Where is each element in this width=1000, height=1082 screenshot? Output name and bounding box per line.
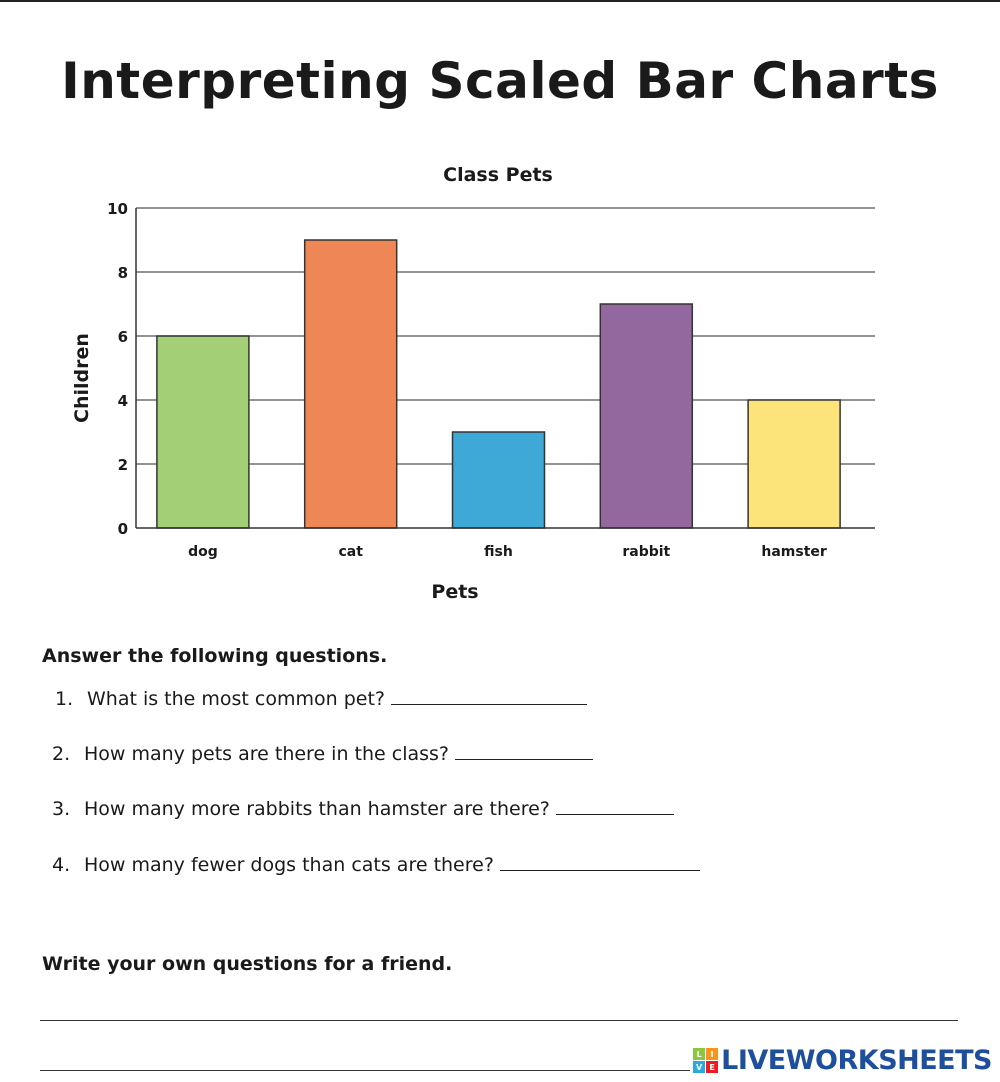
question-2 <box>52 743 593 765</box>
question-4 <box>52 854 700 876</box>
question-text: What is the most common pet? <box>87 688 385 710</box>
x-tick-label: dog <box>188 544 218 560</box>
bar-hamster <box>748 400 840 528</box>
x-tick-label: hamster <box>761 544 827 560</box>
writing-line-1[interactable] <box>40 1020 958 1021</box>
question-text: How many pets are there in the class? <box>84 743 450 765</box>
question-number: 2. <box>52 743 71 765</box>
bar-fish <box>453 432 545 528</box>
question-text: How many more rabbits than hamster are there? <box>84 798 550 820</box>
top-border <box>0 0 1000 2</box>
question-3 <box>52 798 674 820</box>
answer-blank-1[interactable] <box>391 703 587 705</box>
liveworksheets-watermark <box>693 1045 992 1076</box>
y-axis-label: Children <box>71 333 93 423</box>
liveworksheets-logo-icon: L I V E <box>693 1048 718 1073</box>
x-tick-label: rabbit <box>622 544 671 560</box>
bar-dog <box>157 336 249 528</box>
question-number: 4. <box>52 854 71 876</box>
y-tick-label: 0 <box>117 520 128 538</box>
question-number: 3. <box>52 798 71 820</box>
x-tick-labels <box>188 544 827 560</box>
class-pets-chart <box>0 150 1000 610</box>
bar-cat <box>305 240 397 528</box>
x-tick-label: cat <box>338 544 363 560</box>
own-questions-heading: Write your own questions for a friend. <box>42 953 453 975</box>
bars <box>157 240 840 528</box>
watermark-text: LIVEWORKSHEETS <box>721 1045 992 1076</box>
x-tick-label: fish <box>484 544 513 560</box>
y-tick-label: 4 <box>117 392 128 410</box>
chart-title: Class Pets <box>443 164 553 186</box>
y-tick-label: 10 <box>107 200 128 218</box>
answer-blank-4[interactable] <box>500 869 700 871</box>
question-text: How many fewer dogs than cats are there? <box>84 854 494 876</box>
y-tick-labels <box>107 200 128 538</box>
question-number: 1. <box>55 688 74 710</box>
instructions-heading: Answer the following questions. <box>42 645 388 667</box>
answer-blank-3[interactable] <box>556 813 674 815</box>
writing-line-2[interactable] <box>40 1070 690 1071</box>
y-tick-label: 6 <box>117 328 128 346</box>
y-tick-label: 2 <box>117 456 128 474</box>
bar-rabbit <box>600 304 692 528</box>
y-tick-label: 8 <box>117 264 128 282</box>
x-axis-label: Pets <box>431 581 479 603</box>
question-1 <box>55 688 587 710</box>
answer-blank-2[interactable] <box>455 758 593 760</box>
page-title: Interpreting Scaled Bar Charts <box>61 52 939 110</box>
